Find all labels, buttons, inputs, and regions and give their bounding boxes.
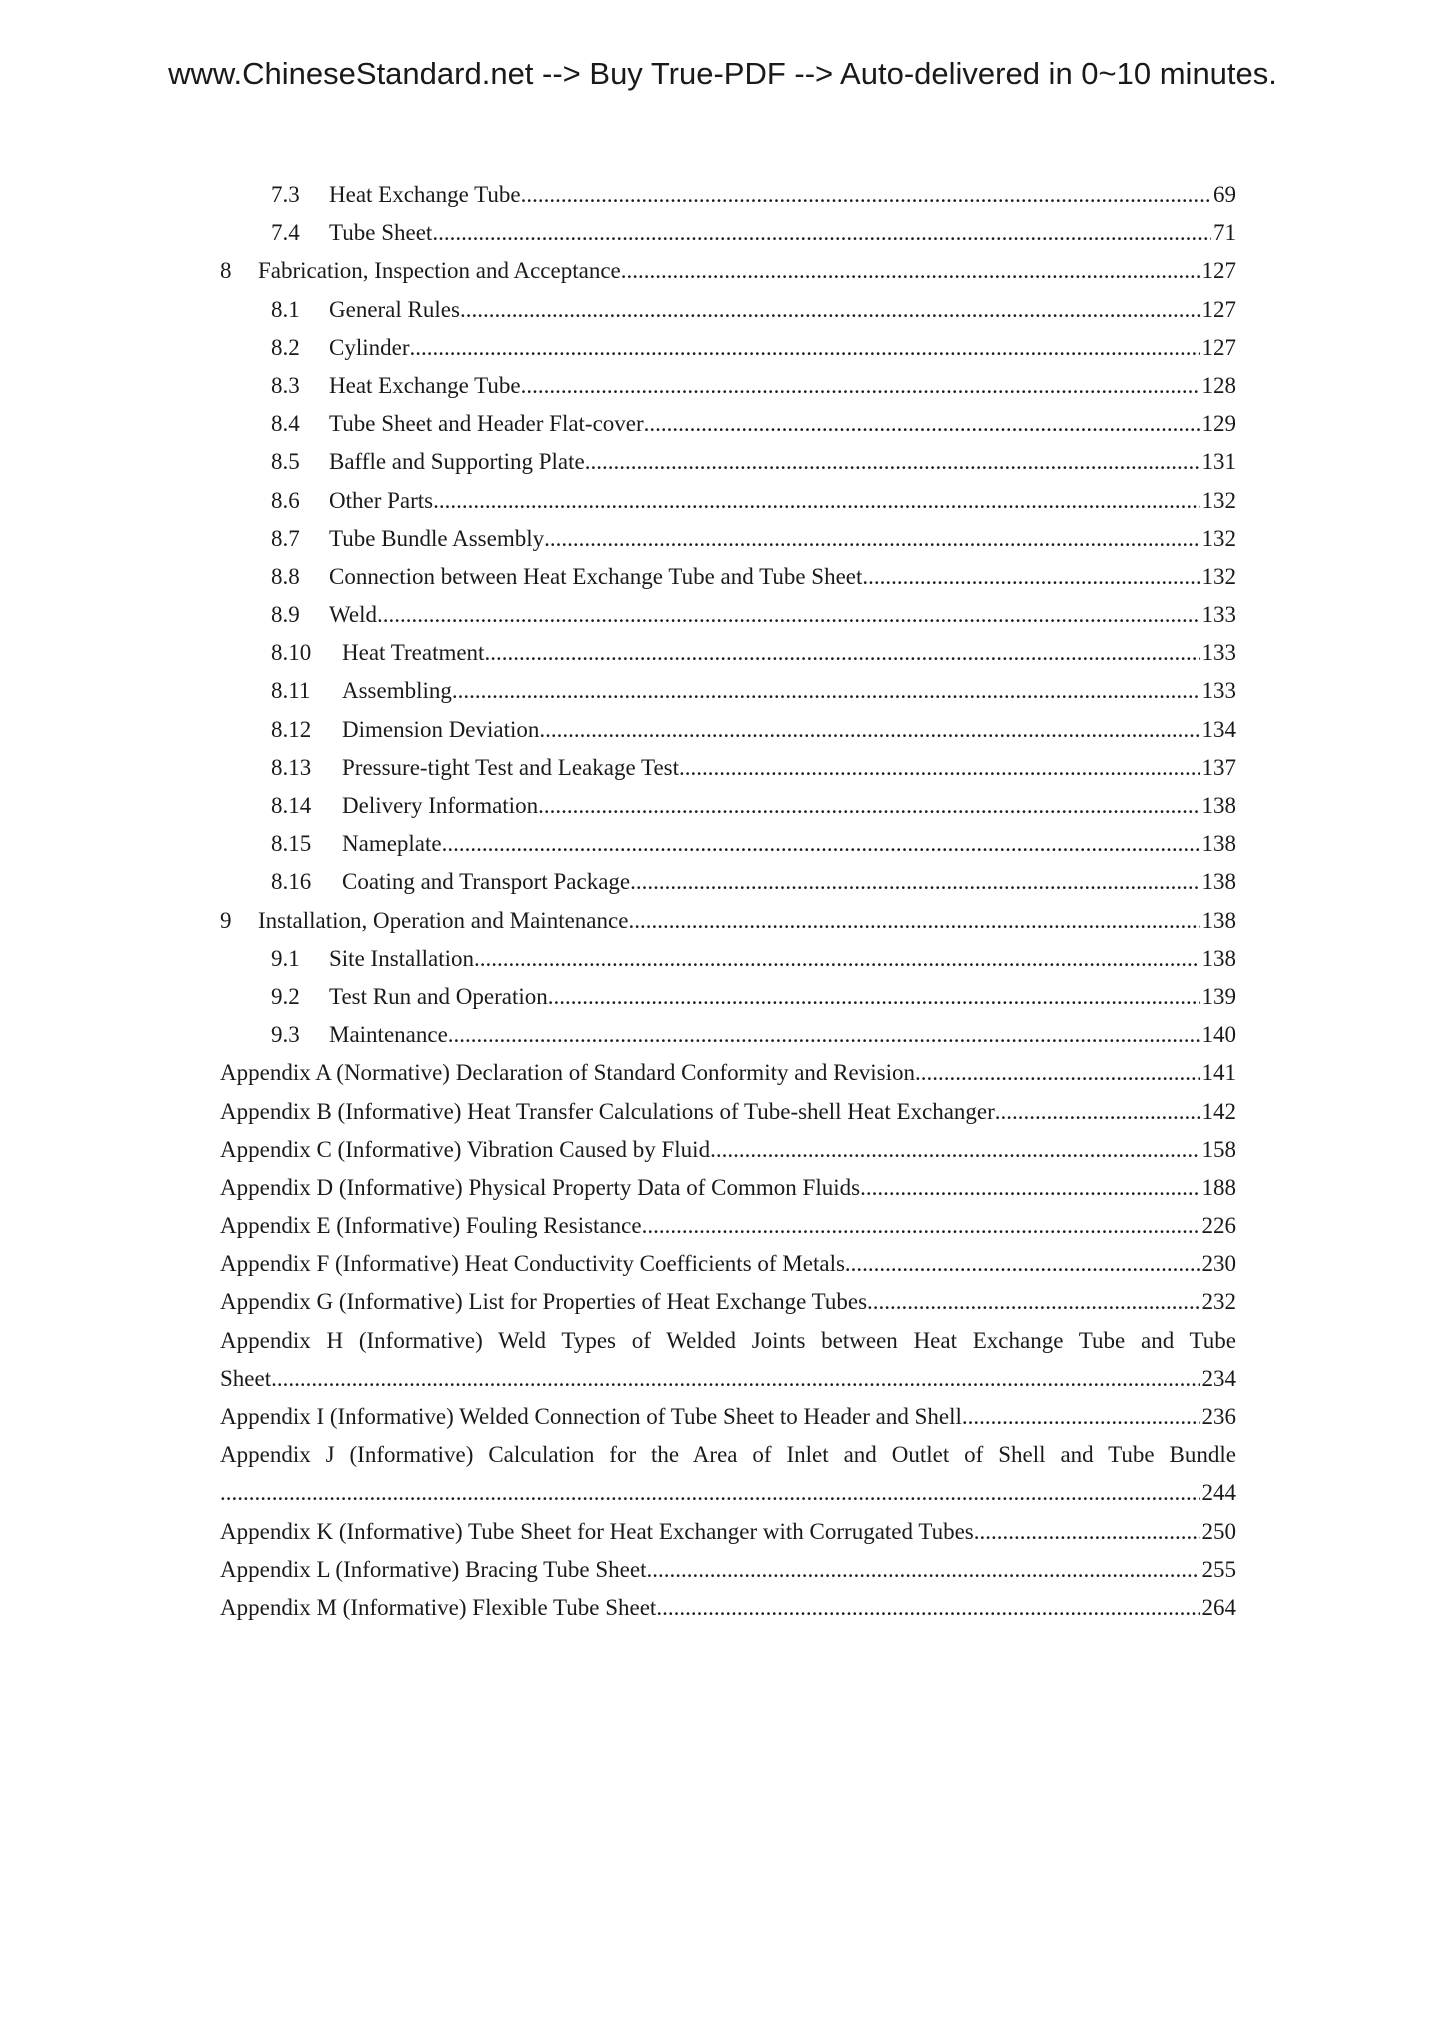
toc-page-number: 226: [1201, 1213, 1236, 1239]
toc-entry-number: 8.10: [271, 640, 312, 666]
toc-leader-dots: [521, 176, 1211, 214]
toc-entry-title: Coating and Transport Package: [342, 869, 631, 895]
toc-entry-title: Appendix F (Informative) Heat Conductivity Coefficients of Metals: [220, 1251, 845, 1277]
toc-entry-title: Test Run and Operation: [329, 983, 548, 1009]
toc-entry-number: 8.3: [271, 372, 300, 398]
toc-leader-dots: [544, 520, 1199, 558]
toc-page-number: 244: [1201, 1480, 1236, 1506]
toc-section[interactable]: [220, 558, 1236, 596]
toc-leader-dots: [621, 252, 1200, 290]
toc-page-number: 250: [1201, 1518, 1236, 1544]
toc-section[interactable]: [220, 672, 1236, 710]
toc-section[interactable]: [220, 940, 1236, 978]
toc-appendix[interactable]: [220, 1093, 1236, 1131]
toc-appendix[interactable]: [220, 1131, 1236, 1169]
toc-section[interactable]: [220, 749, 1236, 787]
toc-entry-title-continued: Sheet: [220, 1365, 272, 1391]
toc-entry-title: Assembling: [342, 678, 452, 704]
toc-page-number: 138: [1201, 831, 1236, 857]
toc-section[interactable]: [220, 1016, 1236, 1054]
toc-appendix[interactable]: [220, 1513, 1236, 1551]
toc-section[interactable]: [220, 214, 1236, 252]
toc-page-number: 142: [1201, 1098, 1236, 1124]
toc-appendix[interactable]: [220, 1589, 1236, 1627]
toc-page-number: 138: [1201, 945, 1236, 971]
toc-entry-line2[interactable]: [220, 1360, 1236, 1398]
toc-leader-dots: [548, 978, 1200, 1016]
toc-leader-dots: [484, 634, 1199, 672]
toc-page-number: 158: [1201, 1136, 1236, 1162]
toc-leader-dots: [644, 405, 1200, 443]
toc-entry-title: Appendix D (Informative) Physical Property Data of Common Fluids: [220, 1174, 861, 1200]
toc-entry-number: 8.2: [271, 334, 300, 360]
toc-entry-title: Appendix B (Informative) Heat Transfer Calculations of Tube-shell Heat Exchanger: [220, 1098, 995, 1124]
toc-entry-title: Heat Exchange Tube: [329, 182, 521, 207]
toc-leader-dots: [646, 1551, 1199, 1589]
toc-entry-title: Weld: [329, 602, 377, 628]
toc-appendix[interactable]: [220, 1054, 1236, 1092]
toc-page-number: 69: [1213, 182, 1236, 207]
toc-entry-number: 9.1: [271, 945, 300, 971]
toc-leader-dots: [630, 863, 1199, 901]
toc-leader-dots: [862, 558, 1199, 596]
toc-leader-dots: [679, 749, 1199, 787]
toc-entry-number: 8.6: [271, 487, 300, 513]
toc-entry-number: 8.7: [271, 525, 300, 551]
toc-entry-title: Appendix M (Informative) Flexible Tube Sheet: [220, 1594, 657, 1620]
toc-leader-dots: [995, 1093, 1200, 1131]
toc-section[interactable]: [220, 596, 1236, 634]
toc-entry-title: Other Parts: [329, 487, 434, 513]
toc-leader-dots: [521, 367, 1200, 405]
toc-page-number: 129: [1201, 411, 1236, 437]
toc-page-number: 132: [1201, 563, 1236, 589]
toc-section[interactable]: [220, 329, 1236, 367]
toc-leader-dots: [845, 1245, 1200, 1283]
toc-leader-dots: [538, 787, 1199, 825]
toc-entry-title: Appendix G (Informative) List for Properties of Heat Exchange Tubes: [220, 1289, 868, 1315]
toc-page-number: 132: [1201, 487, 1236, 513]
toc-entry-title: Nameplate: [342, 831, 442, 857]
table-of-contents: [220, 176, 1236, 1627]
toc-entry-number: 8: [220, 258, 232, 284]
toc-entry-title: Tube Sheet: [329, 220, 433, 246]
toc-entry-title: Heat Exchange Tube: [329, 372, 521, 398]
toc-entry-number: 7.4: [271, 220, 300, 246]
toc-page-number: 141: [1201, 1060, 1236, 1086]
toc-entry-number: 9.2: [271, 983, 300, 1009]
toc-leader-dots: [377, 596, 1200, 634]
toc-leader-dots: [442, 825, 1200, 863]
toc-page-number: 138: [1201, 907, 1236, 933]
toc-chapter[interactable]: [220, 252, 1236, 290]
toc-page-number: 138: [1201, 793, 1236, 818]
toc-page-number: 139: [1201, 983, 1236, 1009]
toc-section[interactable]: [220, 711, 1236, 749]
toc-entry-title: Tube Sheet and Header Flat-cover: [329, 411, 644, 437]
toc-entry-title: Appendix E (Informative) Fouling Resistance: [220, 1213, 642, 1239]
toc-page-number: 128: [1201, 372, 1236, 398]
toc-entry-number: 8.1: [271, 296, 300, 322]
toc-appendix[interactable]: [220, 1169, 1236, 1207]
toc-entry-number: 9.3: [271, 1022, 300, 1048]
toc-page-number: 132: [1201, 525, 1236, 551]
toc-entry-line1[interactable]: Appendix J (Informative) Calculation for the Area of Inlet and Outlet of Shell and Tube Bundle: [220, 1442, 1236, 1468]
toc-page-number: 71: [1213, 220, 1236, 246]
toc-leader-dots: [433, 482, 1199, 520]
toc-leader-dots: [448, 1016, 1200, 1054]
toc-leader-dots: [271, 1360, 1199, 1398]
toc-leader-dots: [962, 1398, 1200, 1436]
toc-page-number: 133: [1201, 678, 1236, 704]
toc-leader-dots: [656, 1589, 1199, 1627]
toc-entry-title: Fabrication, Inspection and Acceptance: [258, 258, 621, 284]
toc-entry-title: Appendix K (Informative) Tube Sheet for Heat Exchanger with Corrugated Tubes: [220, 1518, 974, 1544]
toc-leader-dots: [432, 214, 1211, 252]
toc-entry-number: 8.4: [271, 411, 300, 437]
toc-entry-title: Appendix L (Informative) Bracing Tube Sheet: [220, 1556, 647, 1582]
toc-page-number: 127: [1201, 334, 1236, 360]
toc-section[interactable]: [220, 520, 1236, 558]
toc-section[interactable]: [220, 443, 1236, 481]
toc-entry-number: 8.15: [271, 831, 312, 857]
toc-page-number: 236: [1201, 1404, 1236, 1429]
toc-section[interactable]: [220, 367, 1236, 405]
toc-entry-title: Heat Treatment: [342, 640, 485, 666]
toc-page-number: 134: [1201, 716, 1236, 742]
toc-page-number: 133: [1201, 640, 1236, 666]
toc-entry-title: Connection between Heat Exchange Tube and Tube Sheet: [329, 563, 863, 589]
toc-leader-dots: [867, 1283, 1199, 1321]
toc-page-number: 230: [1201, 1251, 1236, 1277]
toc-entry-title: Cylinder: [329, 334, 410, 360]
toc-appendix[interactable]: [220, 1551, 1236, 1589]
toc-page-number: 255: [1201, 1556, 1236, 1582]
header-banner: www.ChineseStandard.net --> Buy True-PDF --> Auto-delivered in 0~10 minutes.: [168, 56, 1277, 91]
toc-leader-dots: [642, 1207, 1200, 1245]
toc-page-number: 137: [1201, 754, 1236, 780]
toc-section[interactable]: [220, 634, 1236, 672]
toc-entry-line2[interactable]: [220, 1474, 1236, 1512]
toc-chapter[interactable]: [220, 902, 1236, 940]
toc-entry-title: Installation, Operation and Maintenance: [258, 907, 629, 933]
toc-entry-line1[interactable]: Appendix H (Informative) Weld Types of Welded Joints between Heat Exchange Tube and Tube: [220, 1327, 1236, 1353]
toc-entry-title: General Rules: [329, 296, 460, 322]
toc-appendix[interactable]: [220, 1207, 1236, 1245]
toc-entry-title: Appendix A (Normative) Declaration of Standard Conformity and Revision: [220, 1060, 915, 1086]
toc-page-number: 131: [1201, 449, 1236, 475]
toc-page-number: 140: [1201, 1022, 1236, 1048]
toc-appendix[interactable]: [220, 1283, 1236, 1321]
toc-leader-dots: [452, 672, 1200, 710]
toc-page-number: 127: [1201, 258, 1236, 284]
toc-entry-number: 8.9: [271, 602, 300, 628]
toc-leader-dots: [474, 940, 1199, 978]
toc-entry-number: 9: [220, 907, 232, 933]
toc-leader-dots: [539, 711, 1199, 749]
toc-leader-dots: [915, 1054, 1200, 1092]
toc-entry-title: Dimension Deviation: [342, 716, 540, 742]
toc-section[interactable]: [220, 863, 1236, 901]
toc-page-number: 127: [1201, 296, 1236, 322]
toc-leader-dots: [710, 1131, 1199, 1169]
toc-entry-number: 8.5: [271, 449, 300, 475]
toc-leader-dots: [585, 443, 1200, 481]
toc-entry-title: Baffle and Supporting Plate: [329, 449, 585, 475]
toc-section[interactable]: [220, 291, 1236, 329]
toc-entry-title: Tube Bundle Assembly: [329, 525, 545, 551]
toc-entry-title: Maintenance: [329, 1022, 448, 1048]
toc-section[interactable]: [220, 405, 1236, 443]
toc-entry-number: 8.8: [271, 563, 300, 589]
toc-leader-dots: [410, 329, 1200, 367]
toc-leader-dots: [628, 902, 1199, 940]
toc-appendix[interactable]: [220, 1398, 1236, 1436]
toc-section[interactable]: [220, 825, 1236, 863]
toc-entry-title: Pressure-tight Test and Leakage Test: [342, 754, 680, 780]
toc-leader-dots: [860, 1169, 1199, 1207]
toc-section[interactable]: [220, 978, 1236, 1016]
toc-entry-title: Appendix I (Informative) Welded Connection of Tube Sheet to Header and Shell: [220, 1404, 962, 1429]
toc-entry-number: 8.11: [271, 678, 311, 704]
toc-entry-number: 7.3: [271, 182, 300, 207]
toc-entry-title: Delivery Information: [342, 793, 539, 818]
toc-entry-number: 8.12: [271, 716, 312, 742]
toc-page-number: 133: [1201, 602, 1236, 628]
toc-section[interactable]: [220, 482, 1236, 520]
toc-entry-number: 8.14: [271, 793, 312, 818]
toc-leader-dots: [220, 1474, 1200, 1512]
toc-section[interactable]: [220, 176, 1236, 214]
toc-entry-number: 8.13: [271, 754, 312, 780]
toc-leader-dots: [460, 291, 1200, 329]
toc-leader-dots: [974, 1513, 1200, 1551]
toc-page-number: 138: [1201, 869, 1236, 895]
toc-page-number: 232: [1201, 1289, 1236, 1315]
toc-entry-title: Site Installation: [329, 945, 475, 971]
toc-page-number: 264: [1201, 1594, 1236, 1620]
toc-appendix[interactable]: [220, 1245, 1236, 1283]
toc-page-number: 188: [1201, 1174, 1236, 1200]
toc-entry-number: 8.16: [271, 869, 312, 895]
toc-page-number: 234: [1201, 1365, 1236, 1391]
toc-entry-title: Appendix C (Informative) Vibration Caused by Fluid: [220, 1136, 711, 1162]
toc-section[interactable]: [220, 787, 1236, 825]
